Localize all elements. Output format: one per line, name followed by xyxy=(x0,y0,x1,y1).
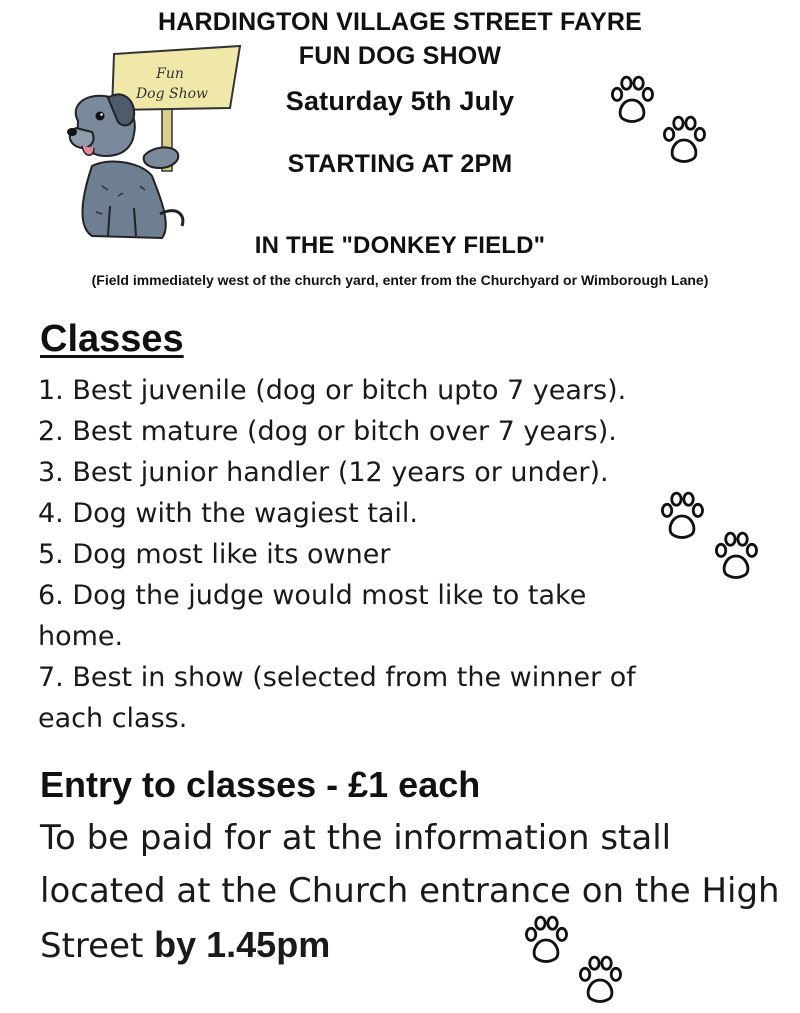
payment-instructions xyxy=(40,812,780,973)
class-item: 6. Dog the judge would most like to take home. xyxy=(38,580,587,652)
payment-location: To be paid for at the information stall located at the Church entrance on the High Street xyxy=(40,818,780,966)
sign-text-1: Fun xyxy=(156,66,184,82)
class-item: 2. Best mature (dog or bitch over 7 years). xyxy=(38,416,617,447)
payment-deadline: by 1.45pm xyxy=(154,924,331,965)
sign-text-2: Dog Show xyxy=(135,86,209,102)
event-title: HARDINGTON VILLAGE STREET FAYRE xyxy=(157,8,643,36)
venue: IN THE "DONKEY FIELD" xyxy=(254,232,546,259)
venue-directions: (Field immediately west of the church yard, enter from the Churchyard or Wimborough Lane) xyxy=(91,272,709,288)
classes-heading: Classes xyxy=(40,318,184,360)
class-item: 3. Best junior handler (12 years or under). xyxy=(38,457,609,488)
class-item: 4. Dog with the wagiest tail. xyxy=(38,498,418,529)
class-item: 1. Best juvenile (dog or bitch upto 7 years). xyxy=(38,375,627,406)
paw-print-icon xyxy=(656,112,712,168)
class-item: 7. Best in show (selected from the winner of each class. xyxy=(38,662,636,734)
class-item: 5. Dog most like its owner xyxy=(38,539,391,570)
dog-illustration xyxy=(52,36,252,246)
paw-print-icon xyxy=(604,72,660,128)
start-time: STARTING AT 2PM xyxy=(287,150,513,178)
show-date: Saturday 5th July xyxy=(285,86,515,116)
class-list xyxy=(38,370,678,739)
paw-print-icon xyxy=(708,528,764,584)
show-title: FUN DOG SHOW xyxy=(298,42,502,70)
entry-fee-heading: Entry to classes - £1 each xyxy=(40,764,481,805)
